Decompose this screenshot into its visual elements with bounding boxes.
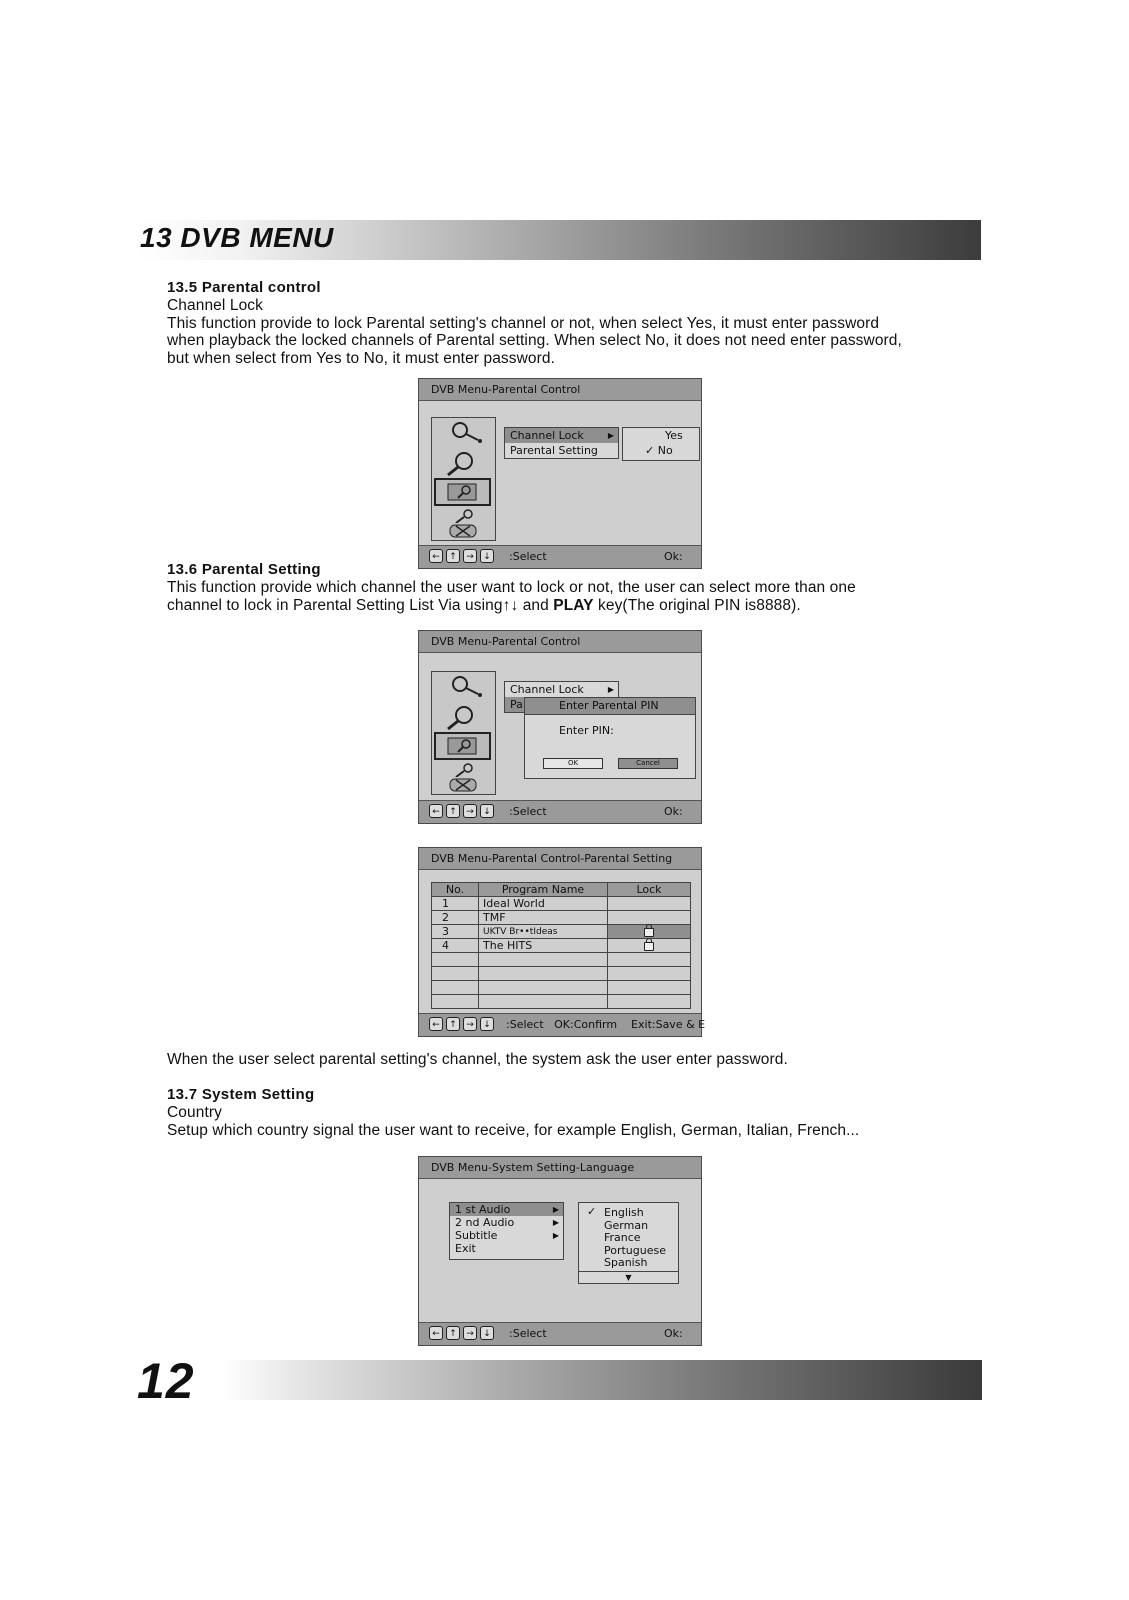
header-no: No. (432, 883, 479, 897)
screen-enter-pin (418, 630, 702, 824)
yes-no-options (622, 427, 700, 461)
screen-title: DVB Menu-Parental Control (419, 631, 701, 653)
menu-item-channel-lock[interactable]: Channel Lock ▶ (505, 428, 618, 443)
ok-hint: Ok: (664, 550, 683, 563)
audio-menu (449, 1202, 564, 1260)
footer-bar (222, 1360, 982, 1400)
parental-menu (504, 427, 619, 459)
down-arrow-icon: ↓ (480, 1017, 494, 1031)
menu-icon-column (431, 417, 496, 541)
parental-icon[interactable] (434, 732, 491, 760)
right-arrow-icon: → (463, 1326, 477, 1340)
body-line: but when select from Yes to No, it must enter password. (167, 350, 556, 367)
arrow-right-icon: ▶ (552, 1231, 559, 1240)
body-line: Setup which country signal the user want to receive, for example English, German, Italian, French... (167, 1122, 860, 1139)
page-number: 12 (137, 1353, 195, 1409)
select-hint: :Select (509, 550, 547, 563)
ok-hint: Ok: (664, 1327, 683, 1340)
screen-bottom-bar (419, 1013, 706, 1036)
subheading-country: Country (167, 1104, 222, 1121)
pin-label: Enter PIN: (559, 724, 614, 737)
lock-icon (644, 928, 654, 937)
table-row (432, 953, 691, 967)
arrow-right-icon: ▶ (552, 1218, 559, 1227)
arrow-right-icon: ▶ (607, 685, 614, 694)
menu-item-parental-setting[interactable]: Parental Setting (510, 444, 598, 457)
satellite-icon[interactable] (434, 674, 491, 702)
table-row[interactable]: 1 Ideal World (432, 897, 691, 911)
exit-icon[interactable] (434, 778, 491, 792)
ok-hint: Ok: (664, 805, 683, 818)
left-arrow-icon: ← (429, 549, 443, 563)
up-arrow-icon: ↑ (446, 549, 460, 563)
nav-keys (429, 1326, 494, 1340)
note-text: When the user select parental setting's channel, the system ask the user enter password. (167, 1051, 788, 1068)
search-icon[interactable] (434, 703, 491, 731)
option-yes[interactable]: Yes (665, 429, 683, 442)
language-list (578, 1202, 679, 1284)
cancel-button[interactable]: Cancel (618, 758, 678, 769)
left-arrow-icon: ← (429, 804, 443, 818)
arrow-right-icon: ▶ (607, 431, 614, 440)
exit-icon[interactable] (434, 524, 491, 538)
screen-title: DVB Menu-System Setting-Language (419, 1157, 701, 1179)
table-row[interactable]: 2 TMF (432, 911, 691, 925)
menu-item-channel-lock[interactable]: Channel Lock ▶ (510, 683, 614, 696)
up-arrow-icon: ↑ (446, 1017, 460, 1031)
table-header-row (432, 883, 691, 897)
lock-icon (644, 942, 654, 951)
language-option[interactable]: English (604, 1206, 644, 1219)
body-line: when playback the locked channels of Parental setting. When select No, it does not need enter password, (167, 332, 902, 349)
satellite-icon[interactable] (434, 420, 491, 448)
menu-item-exit[interactable]: Exit (455, 1242, 476, 1255)
nav-keys (429, 804, 494, 818)
heading-13-6: 13.6 Parental Setting (167, 561, 321, 578)
table-row (432, 967, 691, 981)
body-line: This function provide to lock Parental setting's channel or not, when select Yes, it must enter password (167, 315, 880, 332)
table-row[interactable]: 4 The HITS (432, 939, 691, 953)
option-no[interactable]: ✓ No (645, 444, 673, 457)
body-line: This function provide which channel the user want to lock or not, the user can select more than one (167, 579, 856, 596)
up-arrow-icon: ↑ (446, 804, 460, 818)
table-row (432, 995, 691, 1009)
heading-13-7: 13.7 System Setting (167, 1086, 315, 1103)
menu-item-1st-audio[interactable]: 1 st Audio ▶ (450, 1203, 563, 1216)
up-down-arrows-icon: ↑↓ (502, 597, 519, 614)
up-arrow-icon: ↑ (446, 1326, 460, 1340)
screen-title: DVB Menu-Parental Control-Parental Setting (419, 848, 701, 870)
down-arrow-icon: ↓ (480, 1326, 494, 1340)
menu-icon-column (431, 671, 496, 795)
left-arrow-icon: ← (429, 1017, 443, 1031)
bottom-hints: :Select OK:Confirm Exit:Save & E (506, 1018, 706, 1031)
body-line: channel to lock in Parental Setting List Via using↑↓ and PLAY key(The original PIN is8888). (167, 597, 801, 614)
table-row[interactable]: 3 UKTV Br••tIdeas (432, 925, 691, 939)
screen-language-setting (418, 1156, 702, 1346)
language-option[interactable]: Spanish (604, 1256, 648, 1269)
right-arrow-icon: → (463, 1017, 477, 1031)
header-lock: Lock (608, 883, 691, 897)
screen-parental-setting-list (418, 847, 706, 1037)
program-table (431, 882, 691, 1009)
search-icon[interactable] (434, 449, 491, 477)
dialog-title: Enter Parental PIN (525, 698, 695, 715)
table-row (432, 981, 691, 995)
screen-bottom-bar (419, 545, 701, 568)
tools-icon[interactable] (434, 763, 491, 777)
menu-item-2nd-audio[interactable]: 2 nd Audio ▶ (455, 1216, 559, 1229)
screen-bottom-bar (419, 800, 701, 823)
language-option[interactable]: France (604, 1231, 641, 1244)
enter-pin-dialog (524, 697, 696, 779)
arrow-right-icon: ▶ (552, 1205, 559, 1214)
left-arrow-icon: ← (429, 1326, 443, 1340)
language-option[interactable]: German (604, 1218, 649, 1232)
right-arrow-icon: → (463, 549, 477, 563)
screen-bottom-bar (419, 1322, 701, 1345)
select-hint: :Select (509, 805, 547, 818)
tools-icon[interactable] (434, 509, 491, 523)
section-title: 13 DVB MENU (140, 222, 334, 253)
header-program-name: Program Name (479, 883, 608, 897)
nav-keys (429, 549, 494, 563)
scroll-down-icon[interactable]: ▼ (579, 1271, 678, 1283)
select-hint: :Select (509, 1327, 547, 1340)
heading-13-5: 13.5 Parental control (167, 279, 321, 296)
menu-item-subtitle[interactable]: Subtitle ▶ (455, 1229, 559, 1242)
parental-icon[interactable] (434, 478, 491, 506)
subheading-channel-lock: Channel Lock (167, 297, 263, 314)
down-arrow-icon: ↓ (480, 549, 494, 563)
menu-item-parental-setting[interactable]: Pa (505, 697, 618, 712)
right-arrow-icon: → (463, 804, 477, 818)
language-option[interactable]: Portuguese (604, 1243, 666, 1257)
ok-button[interactable]: OK (543, 758, 603, 769)
screen-parental-control (418, 378, 702, 569)
check-icon: ✓ (587, 1205, 597, 1218)
nav-keys (429, 1017, 494, 1031)
down-arrow-icon: ↓ (480, 804, 494, 818)
screen-title: DVB Menu-Parental Control (419, 379, 701, 401)
check-icon: ✓ (645, 444, 655, 457)
